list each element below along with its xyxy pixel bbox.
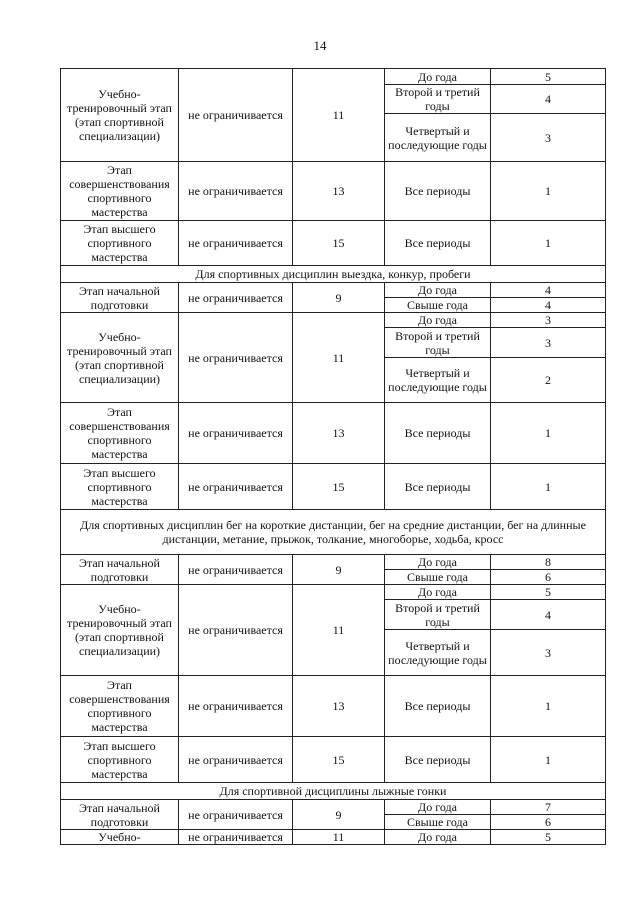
table-row [61,403,606,464]
table-row [61,676,606,737]
age-cell: 11 [293,585,385,676]
stage-cell: Учебно-тренировочный этап (этап спортивной специализации) [61,585,179,676]
table-row [61,313,606,328]
value-cell: 4 [491,600,606,630]
age-cell: 11 [293,313,385,403]
period-cell: Второй и третий годы [385,85,491,114]
period-cell: Все периоды [385,676,491,737]
stage-cell: Этап совершенствования спортивного мастерства [61,676,179,737]
limit-cell: не ограничивается [179,283,293,313]
age-cell: 13 [293,676,385,737]
age-cell: 15 [293,464,385,510]
limit-cell: не ограничивается [179,555,293,585]
value-cell: 4 [491,283,606,298]
table-row [61,830,606,845]
stage-cell: Этап высшего спортивного мастерства [61,221,179,266]
value-cell: 5 [491,585,606,600]
period-cell: До года [385,283,491,298]
limit-cell: не ограничивается [179,464,293,510]
table-row [61,162,606,221]
value-cell: 1 [491,676,606,737]
value-cell: 5 [491,69,606,85]
period-cell: До года [385,313,491,328]
table-row [61,555,606,570]
value-cell: 2 [491,358,606,403]
period-cell: Второй и третий годы [385,600,491,630]
limit-cell: не ограничивается [179,403,293,464]
section-heading: Для спортивных дисциплин выездка, конкур, пробеги [61,266,606,283]
limit-cell: не ограничивается [179,676,293,737]
period-cell: До года [385,800,491,815]
period-cell: Свыше года [385,570,491,585]
value-cell: 6 [491,815,606,830]
period-cell: До года [385,585,491,600]
age-cell: 9 [293,555,385,585]
section-row [61,510,606,555]
table-row [61,464,606,510]
table-row [61,221,606,266]
limit-cell: не ограничивается [179,830,293,845]
age-cell: 13 [293,162,385,221]
stage-cell: Этап начальной подготовки [61,555,179,585]
limit-cell: не ограничивается [179,737,293,783]
table-row [61,800,606,815]
age-cell: 13 [293,403,385,464]
period-cell: Свыше года [385,298,491,313]
stage-cell: Этап начальной подготовки [61,283,179,313]
value-cell: 1 [491,403,606,464]
value-cell: 4 [491,298,606,313]
stage-cell: Этап начальной подготовки [61,800,179,830]
section-heading: Для спортивной дисциплины лыжные гонки [61,783,606,800]
value-cell: 3 [491,630,606,676]
table-row [61,585,606,600]
value-cell: 3 [491,328,606,358]
period-cell: Свыше года [385,815,491,830]
period-cell: До года [385,830,491,845]
value-cell: 6 [491,570,606,585]
period-cell: Четвертый и последующие годы [385,358,491,403]
period-cell: Четвертый и последующие годы [385,114,491,162]
age-cell: 11 [293,69,385,162]
value-cell: 8 [491,555,606,570]
section-row [61,266,606,283]
period-cell: Все периоды [385,737,491,783]
value-cell: 5 [491,830,606,845]
age-cell: 9 [293,283,385,313]
value-cell: 4 [491,85,606,114]
value-cell: 3 [491,114,606,162]
stage-cell: Учебно- [61,830,179,845]
period-cell: До года [385,555,491,570]
stage-cell: Этап совершенствования спортивного мастерства [61,162,179,221]
stage-cell: Этап высшего спортивного мастерства [61,464,179,510]
period-cell: Четвертый и последующие годы [385,630,491,676]
value-cell: 1 [491,737,606,783]
value-cell: 1 [491,162,606,221]
age-cell: 9 [293,800,385,830]
norms-table [60,68,606,845]
limit-cell: не ограничивается [179,313,293,403]
section-heading: Для спортивных дисциплин бег на короткие дистанции, бег на средние дистанции, бег на длинные дистанции, метание, прыжок, толкание, многоборье, ходьба, кросс [61,510,606,555]
stage-cell: Учебно-тренировочный этап (этап спортивной специализации) [61,69,179,162]
stage-cell: Этап совершенствования спортивного мастерства [61,403,179,464]
table-row [61,69,606,85]
value-cell: 1 [491,221,606,266]
limit-cell: не ограничивается [179,221,293,266]
period-cell: До года [385,69,491,85]
age-cell: 15 [293,737,385,783]
stage-cell: Учебно-тренировочный этап (этап спортивной специализации) [61,313,179,403]
period-cell: Все периоды [385,162,491,221]
table-row [61,283,606,298]
limit-cell: не ограничивается [179,69,293,162]
stage-cell: Этап высшего спортивного мастерства [61,737,179,783]
limit-cell: не ограничивается [179,800,293,830]
section-row [61,783,606,800]
page-number: 14 [313,38,327,53]
period-cell: Все периоды [385,221,491,266]
value-cell: 7 [491,800,606,815]
table-row [61,737,606,783]
period-cell: Все периоды [385,403,491,464]
period-cell: Все периоды [385,464,491,510]
value-cell: 3 [491,313,606,328]
period-cell: Второй и третий годы [385,328,491,358]
limit-cell: не ограничивается [179,585,293,676]
value-cell: 1 [491,464,606,510]
limit-cell: не ограничивается [179,162,293,221]
age-cell: 15 [293,221,385,266]
age-cell: 11 [293,830,385,845]
